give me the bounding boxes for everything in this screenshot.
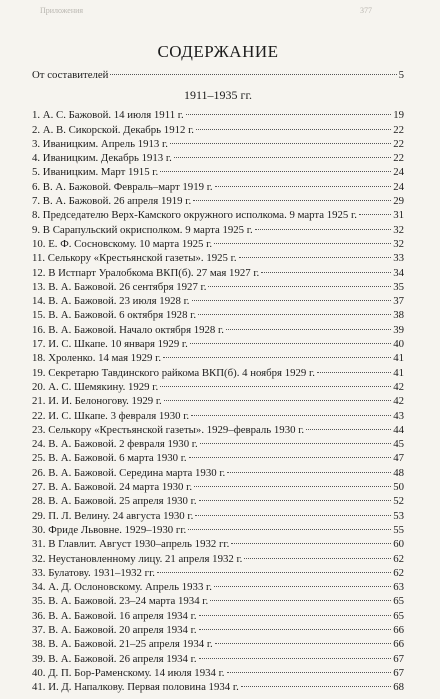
- toc-entry-title: 39. В. А. Бажовой. 26 апреля 1934 г.: [32, 652, 197, 665]
- dot-leader: [215, 186, 392, 187]
- dot-leader: [199, 615, 392, 616]
- section-heading: 1911–1935 гг.: [183, 88, 253, 103]
- toc-entry[interactable]: [32, 623, 404, 637]
- toc-entry[interactable]: [32, 108, 404, 122]
- toc-entry[interactable]: [32, 409, 404, 423]
- dot-leader: [193, 200, 391, 201]
- toc-entry-page: 52: [393, 495, 404, 508]
- toc-entry-page: 66: [393, 623, 404, 636]
- toc-entry-page: 62: [393, 566, 404, 579]
- toc-entry[interactable]: [32, 137, 404, 151]
- toc-entry-page: 32: [393, 223, 404, 236]
- dot-leader: [231, 543, 391, 544]
- toc-entry-title: 34. А. Д. Ослоновскому. Апрель 1933 г.: [32, 581, 212, 594]
- toc-entry[interactable]: [32, 251, 404, 265]
- toc-entry-title: 33. Булатову. 1931–1932 гг.: [32, 566, 155, 579]
- toc-entry[interactable]: [32, 423, 404, 437]
- toc-entry[interactable]: [32, 366, 404, 380]
- toc-entry-title: 22. И. С. Шкапе. 3 февраля 1930 г.: [32, 409, 190, 422]
- toc-entry-title: 24. В. А. Бажовой. 2 февраля 1930 г.: [32, 438, 198, 451]
- toc-entry[interactable]: [32, 552, 404, 566]
- dot-leader: [241, 686, 391, 687]
- toc-entry-page: 19: [393, 109, 404, 122]
- toc-entry-title: 10. Е. Ф. Сосновскому. 10 марта 1925 г.: [32, 237, 213, 250]
- toc-entry-title: 7. В. А. Бажовой. 26 апреля 1919 г.: [32, 195, 192, 208]
- toc-entry-title: 3. Иваницким. Апрель 1913 г.: [32, 137, 168, 150]
- toc-entry[interactable]: [32, 380, 404, 394]
- toc-entry-page: 32: [393, 237, 404, 250]
- toc-entry-title: 32. Неустановленному лицу. 21 апреля 1932 г.: [32, 552, 243, 565]
- dot-leader: [157, 572, 391, 573]
- toc-entry-page: 60: [393, 538, 404, 551]
- toc-entry[interactable]: [32, 637, 404, 651]
- dot-leader: [208, 286, 391, 287]
- toc-entry-page: 38: [393, 309, 404, 322]
- toc-entry-title: 19. Секретарю Тавдинского райкома ВКП(б). 4 ноября 1929 г.: [32, 366, 315, 379]
- toc-entry-title: 23. Селькору «Крестьянской газеты». 1929–февраль 1930 г.: [32, 423, 305, 436]
- toc-entry[interactable]: [32, 351, 404, 365]
- toc-entry[interactable]: [32, 494, 404, 508]
- toc-entry[interactable]: [32, 609, 404, 623]
- toc-entry-page: 34: [393, 266, 404, 279]
- toc-entry-page: 44: [393, 423, 404, 436]
- toc-entry[interactable]: [32, 523, 404, 537]
- toc-entry-page: 66: [393, 638, 404, 651]
- toc-entry-page: 24: [393, 166, 404, 179]
- toc-entry[interactable]: [32, 680, 404, 694]
- dot-leader: [191, 415, 391, 416]
- toc-entry-page: 65: [393, 595, 404, 608]
- toc-entry-title: 17. И. С. Шкапе. 10 января 1929 г.: [32, 338, 188, 351]
- toc-entry-title: 20. А. С. Шемякину. 1929 г.: [32, 380, 159, 393]
- dot-leader: [214, 586, 391, 587]
- toc-entry-page: 22: [393, 123, 404, 136]
- toc-entry-title: 13. В. А. Бажовой. 26 сентября 1927 г.: [32, 280, 207, 293]
- toc-entry-page: 63: [393, 581, 404, 594]
- dot-leader: [199, 629, 392, 630]
- toc-entry[interactable]: [32, 437, 404, 451]
- toc-entry-title: 2. А. В. Сикорской. Декабрь 1912 г.: [32, 123, 195, 136]
- facing-page-header: [0, 0, 440, 22]
- toc-entry-title: 41. И. Д. Напалкову. Первая половина 1934 г.: [32, 681, 239, 694]
- toc-entry-page: 31: [393, 209, 404, 222]
- dot-leader: [317, 372, 391, 373]
- toc-entry[interactable]: [32, 451, 404, 465]
- toc-entry-title: 29. П. Л. Велину. 24 августа 1930 г.: [32, 509, 194, 522]
- toc-entry[interactable]: [32, 394, 404, 408]
- dot-leader: [244, 558, 391, 559]
- dot-leader: [198, 314, 391, 315]
- toc-entry-title: 35. В. А. Бажовой. 23–24 марта 1934 г.: [32, 595, 209, 608]
- dot-leader: [160, 386, 391, 387]
- toc-entry[interactable]: [32, 652, 404, 666]
- dot-leader: [164, 400, 391, 401]
- toc-entry[interactable]: [32, 666, 404, 680]
- dot-leader: [306, 429, 391, 430]
- toc-entry[interactable]: [32, 223, 404, 237]
- toc-entry-page: 67: [393, 666, 404, 679]
- toc-entry[interactable]: [32, 509, 404, 523]
- toc-entry[interactable]: [32, 466, 404, 480]
- toc-entry[interactable]: [32, 480, 404, 494]
- toc-entry-title: 9. В Сарапульский окрисполком. 9 марта 1925 г.: [32, 223, 253, 236]
- toc-entry[interactable]: [32, 280, 404, 294]
- dot-leader: [186, 114, 392, 115]
- toc-entry[interactable]: [32, 594, 404, 608]
- dot-leader: [192, 300, 392, 301]
- toc-entry-title: 6. В. А. Бажовой. Февраль–март 1919 г.: [32, 180, 213, 193]
- toc-entry-title: 4. Иваницким. Декабрь 1913 г.: [32, 152, 172, 165]
- toc-entry-title: 5. Иваницким. Март 1915 г.: [32, 166, 159, 179]
- toc-entry-intro[interactable]: [32, 68, 404, 82]
- toc-entry-page: 50: [393, 481, 404, 494]
- toc-entry-title: 8. Председателю Верх-Камского окружного исполкома. 9 марта 1925 г.: [32, 209, 357, 222]
- toc-entry-page: 53: [393, 509, 404, 522]
- toc-entry-title: 18. Хроленко. 14 мая 1929 г.: [32, 352, 162, 365]
- toc-entry-page: 37: [393, 295, 404, 308]
- dot-leader: [170, 143, 391, 144]
- toc-entry-title: 38. В. А. Бажовой. 21–25 апреля 1934 г.: [32, 638, 213, 651]
- toc-entry-page: 42: [393, 395, 404, 408]
- toc-entry-title: 31. В Главлит. Август 1930–апрель 1932 гг.: [32, 538, 230, 551]
- dot-leader: [163, 357, 391, 358]
- toc-entry-title: 1. А. С. Бажовой. 14 июля 1911 г.: [32, 109, 184, 122]
- toc-entry-page: 22: [393, 137, 404, 150]
- toc-entry[interactable]: [32, 151, 404, 165]
- toc-entry-page: 41: [393, 366, 404, 379]
- toc-entry[interactable]: [32, 165, 404, 179]
- toc-entry[interactable]: [32, 537, 404, 551]
- toc-entry-page: 39: [393, 323, 404, 336]
- page-number: 377: [360, 6, 372, 15]
- toc-entry-title: 14. В. А. Бажовой. 23 июля 1928 г.: [32, 295, 190, 308]
- toc-list: [32, 108, 404, 694]
- toc-entry-page: 65: [393, 609, 404, 622]
- dot-leader: [190, 343, 391, 344]
- toc-entry-page: 47: [393, 452, 404, 465]
- toc-entry-page: 22: [393, 152, 404, 165]
- toc-entry-title: 26. В. А. Бажовой. Середина марта 1930 г.: [32, 466, 226, 479]
- toc-entry[interactable]: [32, 237, 404, 251]
- toc-entry[interactable]: [32, 308, 404, 322]
- toc-entry-page: 43: [393, 409, 404, 422]
- toc-entry-title: 16. В. А. Бажовой. Начало октября 1928 г.: [32, 323, 224, 336]
- dot-leader: [194, 486, 391, 487]
- dot-leader: [110, 74, 396, 75]
- dot-leader: [359, 214, 391, 215]
- dot-leader: [199, 658, 392, 659]
- dot-leader: [261, 272, 391, 273]
- dot-leader: [174, 157, 391, 158]
- toc-entry-title: 21. И. И. Белоногову. 1929 г.: [32, 395, 162, 408]
- dot-leader: [239, 257, 392, 258]
- toc-entry-title: От составителей: [32, 69, 109, 81]
- toc-entry-page: 5: [398, 69, 404, 81]
- toc-entry[interactable]: [32, 566, 404, 580]
- dot-leader: [255, 229, 392, 230]
- toc-entry-title: 27. В. А. Бажовой. 24 марта 1930 г.: [32, 481, 193, 494]
- toc-entry-page: 68: [393, 681, 404, 694]
- toc-entry-title: 15. В. А. Бажовой. 6 октября 1928 г.: [32, 309, 197, 322]
- toc-entry[interactable]: [32, 580, 404, 594]
- dot-leader: [226, 329, 391, 330]
- toc-entry-title: 37. В. А. Бажовой. 20 апреля 1934 г.: [32, 623, 197, 636]
- dot-leader: [196, 129, 391, 130]
- toc-entry-page: 42: [393, 380, 404, 393]
- toc-entry-page: 29: [393, 195, 404, 208]
- toc-entry-page: 33: [393, 252, 404, 265]
- toc-entry[interactable]: [32, 208, 404, 222]
- toc-entry[interactable]: [32, 194, 404, 208]
- toc-entry-title: 40. Д. П. Бор-Раменскому. 14 июля 1934 г.: [32, 666, 225, 679]
- dot-leader: [227, 672, 392, 673]
- toc-entry-title: 25. В. А. Бажовой. 6 марта 1930 г.: [32, 452, 187, 465]
- dot-leader: [210, 600, 391, 601]
- dot-leader: [195, 515, 391, 516]
- toc-entry[interactable]: [32, 123, 404, 137]
- toc-entry[interactable]: [32, 294, 404, 308]
- toc-entry-page: 55: [393, 523, 404, 536]
- running-head: Приложения: [40, 6, 84, 15]
- toc-entry-page: 48: [393, 466, 404, 479]
- dot-leader: [200, 443, 392, 444]
- dot-leader: [199, 500, 392, 501]
- dot-leader: [215, 643, 391, 644]
- toc-entry-page: 40: [393, 338, 404, 351]
- table-of-contents: [32, 38, 404, 694]
- toc-entry[interactable]: [32, 323, 404, 337]
- toc-entry-title: 36. В. А. Бажовой. 16 апреля 1934 г.: [32, 609, 197, 622]
- toc-entry-title: 11. Селькору «Крестьянской газеты». 1925 г.: [32, 252, 237, 265]
- toc-entry-page: 67: [393, 652, 404, 665]
- toc-entry[interactable]: [32, 180, 404, 194]
- dot-leader: [189, 457, 392, 458]
- dot-leader: [160, 171, 391, 172]
- toc-entry-title: 28. В. А. Бажовой. 25 апреля 1930 г.: [32, 495, 197, 508]
- toc-entry[interactable]: [32, 337, 404, 351]
- page-title: СОДЕРЖАНИЕ: [157, 42, 279, 61]
- toc-entry-title: 12. В Истпарт Уралобкома ВКП(б). 27 мая 1927 г.: [32, 266, 260, 279]
- toc-entry-page: 62: [393, 552, 404, 565]
- toc-entry[interactable]: [32, 266, 404, 280]
- toc-entry-page: 24: [393, 180, 404, 193]
- toc-entry-title: 30. Фриде Львовне. 1929–1930 гг.: [32, 523, 187, 536]
- toc-entry-page: 41: [393, 352, 404, 365]
- dot-leader: [188, 529, 391, 530]
- toc-entry-page: 45: [393, 438, 404, 451]
- toc-entry-page: 35: [393, 280, 404, 293]
- dot-leader: [214, 243, 391, 244]
- dot-leader: [227, 472, 391, 473]
